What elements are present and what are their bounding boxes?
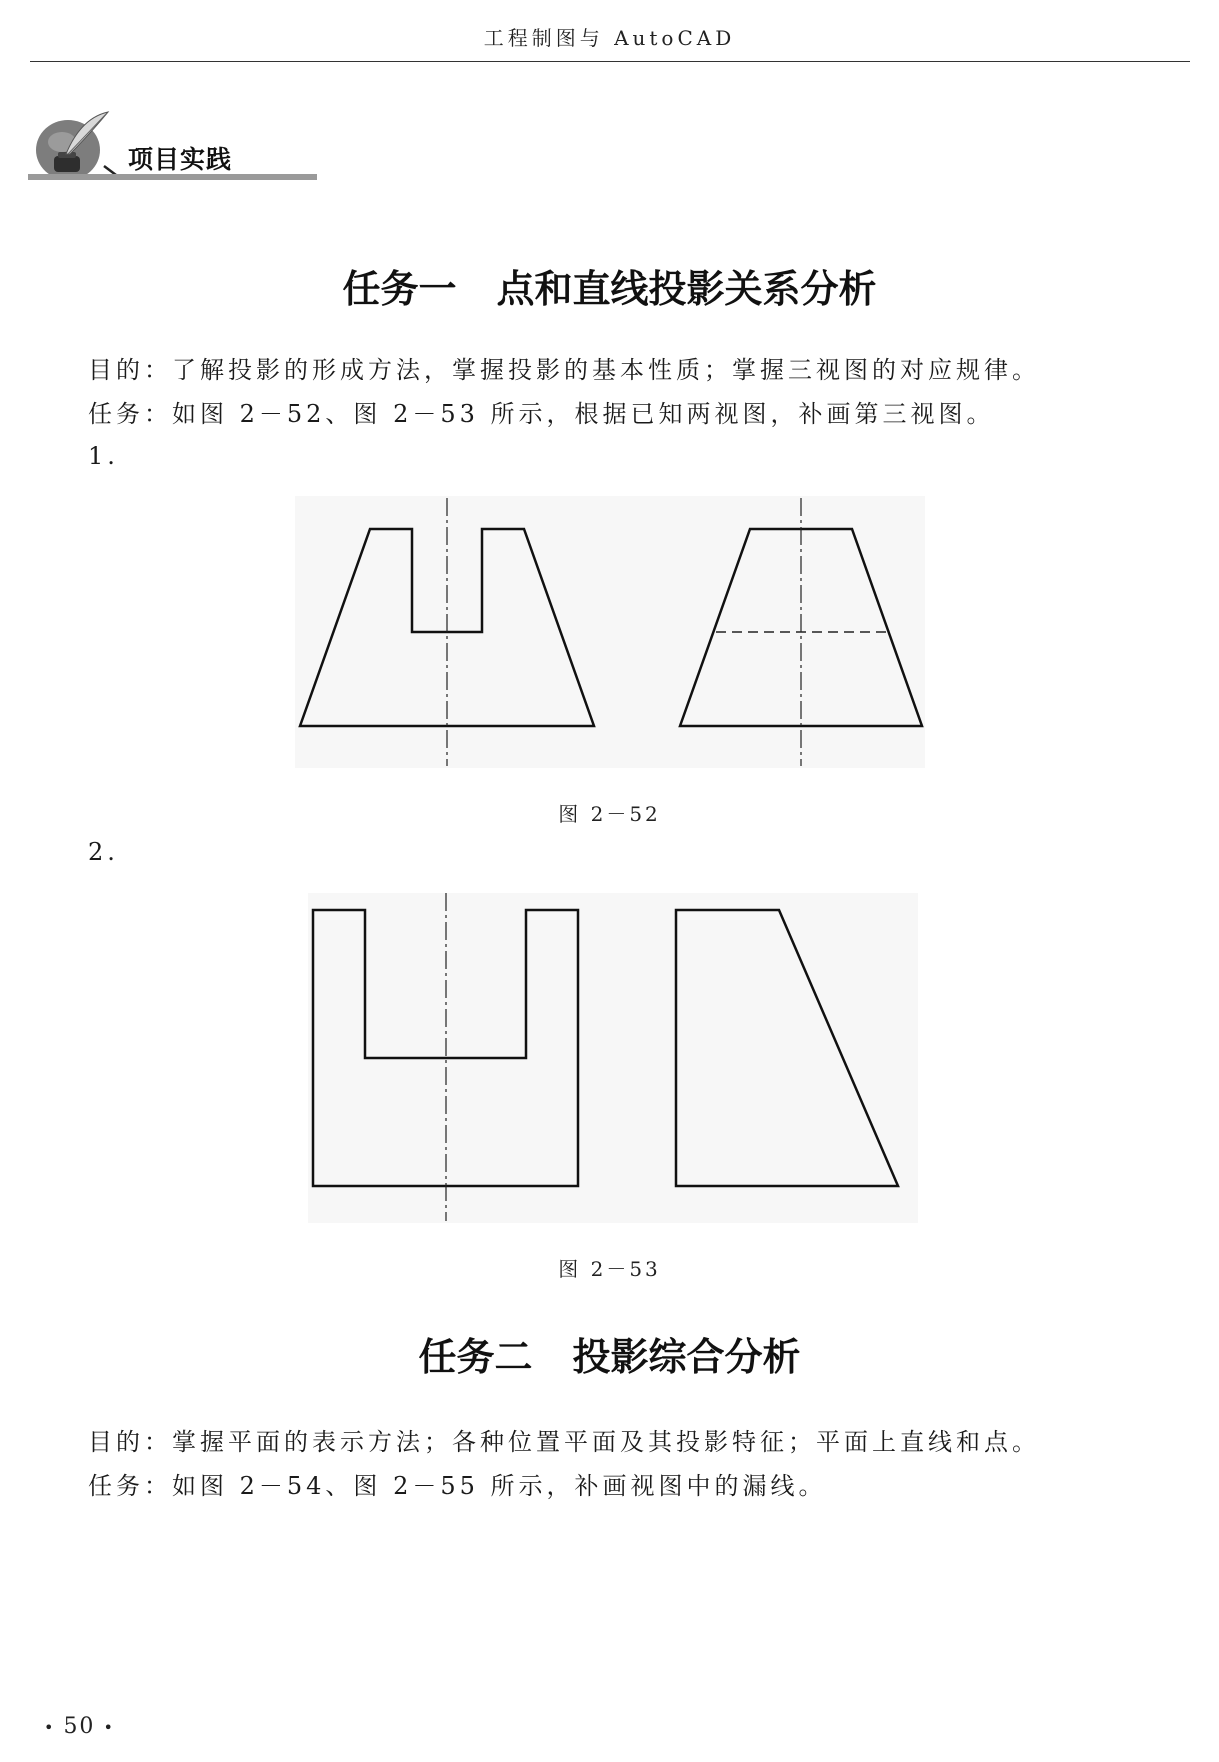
task1-heading xyxy=(0,258,1219,313)
item-2-label: 2. xyxy=(88,838,119,866)
figure-2-53 xyxy=(308,893,918,1223)
running-header: 工程制图与 AutoCAD xyxy=(483,26,736,50)
task2-task: 任务：如图 2－54、图 2－55 所示，补画视图中的漏线。 xyxy=(88,1472,827,1500)
task1-purpose: 目的：了解投影的形成方法，掌握投影的基本性质；掌握三视图的对应规律。 xyxy=(88,356,1040,384)
task2-number: 任务二 xyxy=(418,1334,533,1379)
item-1-label: 1. xyxy=(88,442,119,470)
bullet-icon: • xyxy=(103,1718,115,1737)
figure-2-53-caption: 图 2－53 xyxy=(558,1257,661,1281)
task2-purpose: 目的：掌握平面的表示方法；各种位置平面及其投影特征；平面上直线和点。 xyxy=(88,1428,1040,1456)
task2-heading xyxy=(0,1326,1219,1381)
bullet-icon: • xyxy=(44,1718,56,1737)
task1-number: 任务一 xyxy=(342,266,457,311)
task1-title: 点和直线投影关系分析 xyxy=(496,266,877,311)
inkwell-quill-icon xyxy=(28,110,128,182)
figure-2-52-caption: 图 2－52 xyxy=(558,802,661,826)
page-number-value: 50 xyxy=(63,1714,96,1739)
page-number xyxy=(36,1714,123,1739)
task1-task: 任务：如图 2－52、图 2－53 所示，根据已知两视图，补画第三视图。 xyxy=(88,400,995,428)
task2-title: 投影综合分析 xyxy=(572,1334,801,1379)
figure-2-52 xyxy=(295,496,925,768)
header-rule xyxy=(30,61,1190,62)
section-badge xyxy=(28,110,318,186)
section-label: 项目实践 xyxy=(128,145,233,174)
